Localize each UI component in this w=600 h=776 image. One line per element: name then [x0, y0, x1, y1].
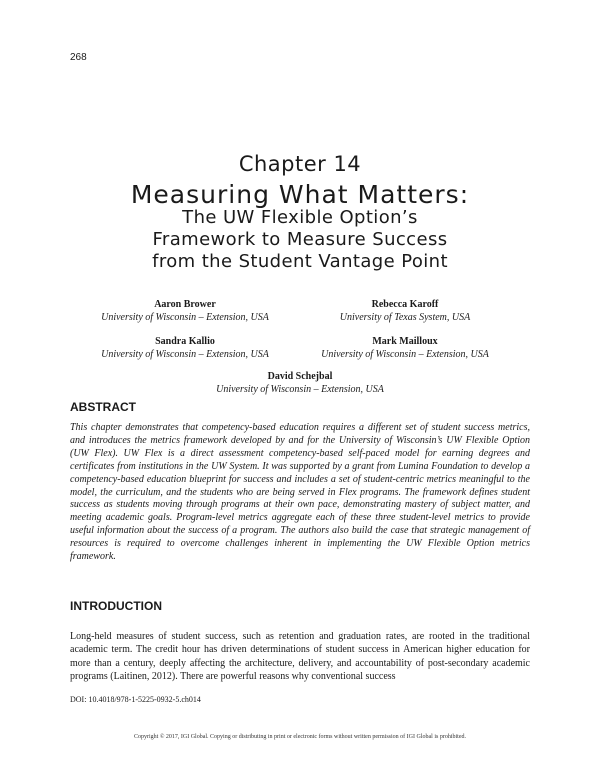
author-name: Aaron Brower — [154, 299, 216, 310]
subtitle-line: The UW Flexible Option’s — [182, 207, 418, 228]
copyright-notice: Copyright © 2017, IGI Global. Copying or distributing in print or electronic forms without written permission of IGI Global is prohibited. — [133, 734, 466, 740]
author-affiliation: University of Wisconsin – Extension, USA — [216, 384, 384, 395]
abstract-text: This chapter demonstrates that competency-based education requires a different set of student success metrics, and introduces the metrics framework developed by and for the University of Wisconsin’s UW Flexible Option (UW Flex). UW Flex is a direct assessment competency-based self-paced model for earning degrees and certificates from institutions in the UW System. It was supported by a grant from Lumina Foundation to develop a competency-based education blueprint for success and includes a set of student-centric metrics meaningful to the model, the curriculum, and the students who are being served in Flex programs. The framework defines student success as students moving through programs at their own pace, demonstrating mastery of subject matter, and meeting academic goals. Program-level metrics aggregate each of these three student-level metrics to provide useful information about the success of a program. The authors also build the case that strategic management of resources is required to overcome challenges inherent in implementing the UW Flexible Option metrics framework. — [70, 422, 530, 563]
author-affiliation: University of Texas System, USA — [339, 312, 471, 323]
author-name: David Schejbal — [267, 371, 333, 382]
author-block — [265, 298, 545, 324]
author-affiliation: University of Wisconsin – Extension, USA — [101, 312, 269, 323]
doi: DOI: 10.4018/978-1-5225-0932-5.ch014 — [70, 695, 201, 704]
introduction-text: Long-held measures of student success, such as retention and graduation rates, are rooted in the traditional academic term. The credit hour has driven determinations of student success in American higher education for more than a century, deeply affecting the architecture, delivery, and accountability of post-secondary academic programs (Laitinen, 2012). There are powerful reasons why conventional success — [70, 631, 530, 682]
subtitle-line: from the Student Vantage Point — [152, 251, 448, 272]
page-number: 268 — [70, 52, 87, 63]
chapter-subtitle — [0, 207, 600, 273]
introduction-heading: INTRODUCTION — [70, 599, 162, 613]
author-name: Rebecca Karoff — [371, 299, 439, 310]
author-block — [265, 335, 545, 361]
author-block — [160, 370, 440, 396]
author-name: Mark Mailloux — [372, 336, 438, 347]
author-affiliation: University of Wisconsin – Extension, USA — [321, 349, 489, 360]
chapter-title: Measuring What Matters: — [130, 180, 470, 209]
author-name: Sandra Kallio — [155, 336, 215, 347]
abstract-heading: ABSTRACT — [70, 400, 136, 414]
chapter-label: Chapter 14 — [238, 152, 362, 176]
subtitle-line: Framework to Measure Success — [152, 229, 448, 250]
author-affiliation: University of Wisconsin – Extension, USA — [101, 349, 269, 360]
